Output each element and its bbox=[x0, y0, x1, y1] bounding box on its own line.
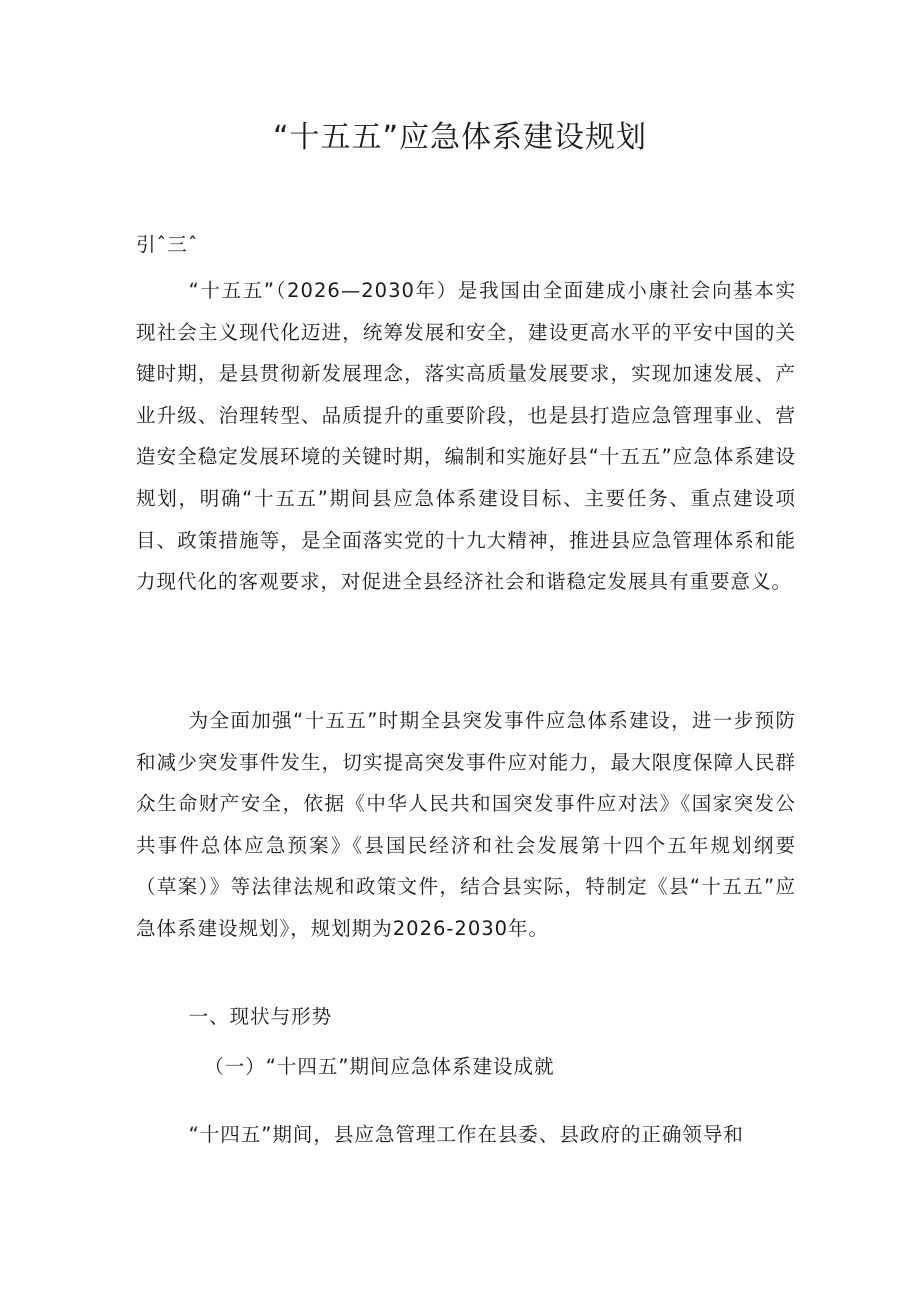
intro-paragraph: “十五五”（2026—2030年）是我国由全面建成小康社会向基本实现社会主义现代化迈进，统筹发展和安全，建设更高水平的平安中国的关键时期，是县贯彻新发展理念，落实高质量发展要求，实现加速发展、产业升级、治理转型、品质提升的重要阶段，也是县打造应急管理事业、营造安全稳定发展环境的关键时期，编制和实施好县“十五五”应急体系建设规划，明确“十五五”期间县应急体系建设目标、主要任务、重点建设项目、政策措施等，是全面落实党的十九大精神，推进县应急管理体系和能力现代化的客观要求，对促进全县经济社会和谐稳定发展具有重要意义。 bbox=[136, 279, 796, 594]
basis-paragraph: 为全面加强“十五五”时期全县突发事件应急体系建设，进一步预防和减少突发事件发生，切实提高突发事件应对能力，最大限度保障人民群众生命财产安全，依据《中华人民共和国突发事件应对法》《国家突发公共事件总体应急预案》《县国民经济和社会发展第十四个五年规划纲要（草案）》等法律法规和政策文件，结合县实际，特制定《县“十五五”应急体系建设规划》，规划期为2026-2030年。 bbox=[136, 709, 796, 940]
achievements-paragraph: “十四五”期间，县应急管理工作在县委、县政府的正确领导和 bbox=[188, 1123, 744, 1146]
document-title: “十五五”应急体系建设规划 bbox=[272, 120, 648, 155]
subsection-heading-achievements: （一）“十四五”期间应急体系建设成就 bbox=[204, 1055, 555, 1078]
section-heading-current-situation: 一、现状与形势 bbox=[188, 1005, 333, 1028]
intro-label: 引ˆ三ˆ bbox=[136, 233, 199, 256]
